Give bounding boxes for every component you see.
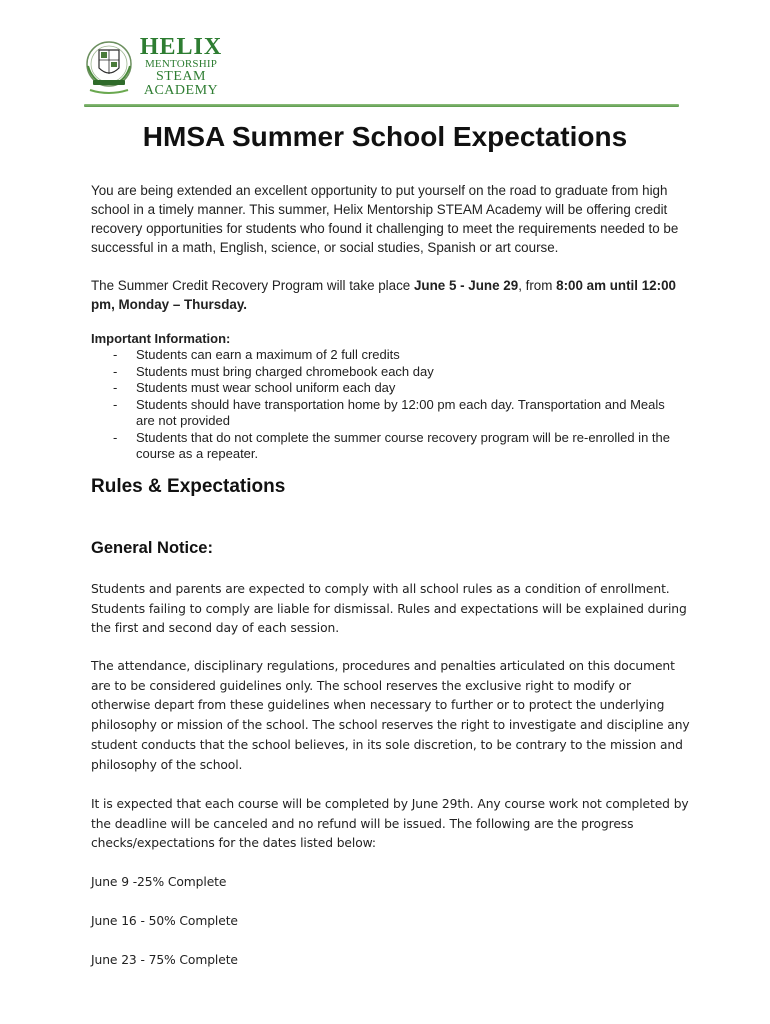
milestone-item: June 16 - 50% Complete xyxy=(91,914,238,928)
logo-line-academy: ACADEMY xyxy=(143,83,219,98)
crest-icon xyxy=(84,36,134,96)
important-list xyxy=(91,347,681,463)
list-item: - Students can earn a maximum of 2 full credits xyxy=(91,347,681,364)
school-logo xyxy=(84,36,224,98)
list-item: - Students that do not complete the summer course recovery program will be re-enrolled in the course as a repeater. xyxy=(91,430,681,463)
list-item: - Students should have transportation home by 12:00 pm each day. Transportation and Meals are not provided xyxy=(91,397,681,430)
program-middle: , from xyxy=(518,278,557,293)
logo-line-steam: STEAM xyxy=(156,69,206,84)
program-prefix: The Summer Credit Recovery Program will take place xyxy=(91,278,414,293)
notice-paragraph-2: The attendance, disciplinary regulations, procedures and penalties articulated on this document are to be considered guidelines only. The school reserves the exclusive right to modify or otherwise depart from these guidelines when necessary to further or to protect the underlying philosophy or mission of the school. The school reserves the right to investigate and discipline any student conducts that the school believes, in its sole discretion, to be contrary to the mission and philosophy of the school. xyxy=(91,659,690,772)
important-label: Important Information: xyxy=(91,331,231,346)
program-times: 8:00 am until 12:00 pm, Monday – Thursday. xyxy=(91,278,676,312)
logo-line-helix: HELIX xyxy=(139,34,223,60)
logo-wordmark xyxy=(136,36,226,97)
logo-line-mentorship: MENTORSHIP xyxy=(144,58,218,70)
milestone-item: June 9 -25% Complete xyxy=(91,875,227,889)
milestone-item: June 23 - 75% Complete xyxy=(91,953,238,967)
notice-paragraph-3: It is expected that each course will be completed by June 29th. Any course work not completed by the deadline will be canceled and no refund will be issued. The following are the progress checks/expectations for the dates listed below: xyxy=(91,797,689,851)
program-paragraph xyxy=(91,276,691,314)
notice-heading: General Notice: xyxy=(91,539,213,557)
notice-paragraph-1: Students and parents are expected to comply with all school rules as a condition of enrollment. Students failing to comply are liable for dismissal. Rules and expectations will be explained during the first and second day of each session. xyxy=(91,582,687,636)
header-divider xyxy=(84,104,679,107)
rules-heading: Rules & Expectations xyxy=(91,476,286,497)
program-dates: June 5 - June 29 xyxy=(413,278,519,293)
intro-paragraph: You are being extended an excellent opportunity to put yourself on the road to graduate from high school in a timely manner. This summer, Helix Mentorship STEAM Academy will be offering credit recovery opportunities for students who found it challenging to meet the requirements needed to be successful in a math, English, science, or social studies, Spanish or art course. xyxy=(91,183,679,255)
list-item: - Students must wear school uniform each day xyxy=(91,380,681,397)
page-title: HMSA Summer School Expectations xyxy=(142,121,628,152)
list-item: - Students must bring charged chromebook each day xyxy=(91,364,681,381)
